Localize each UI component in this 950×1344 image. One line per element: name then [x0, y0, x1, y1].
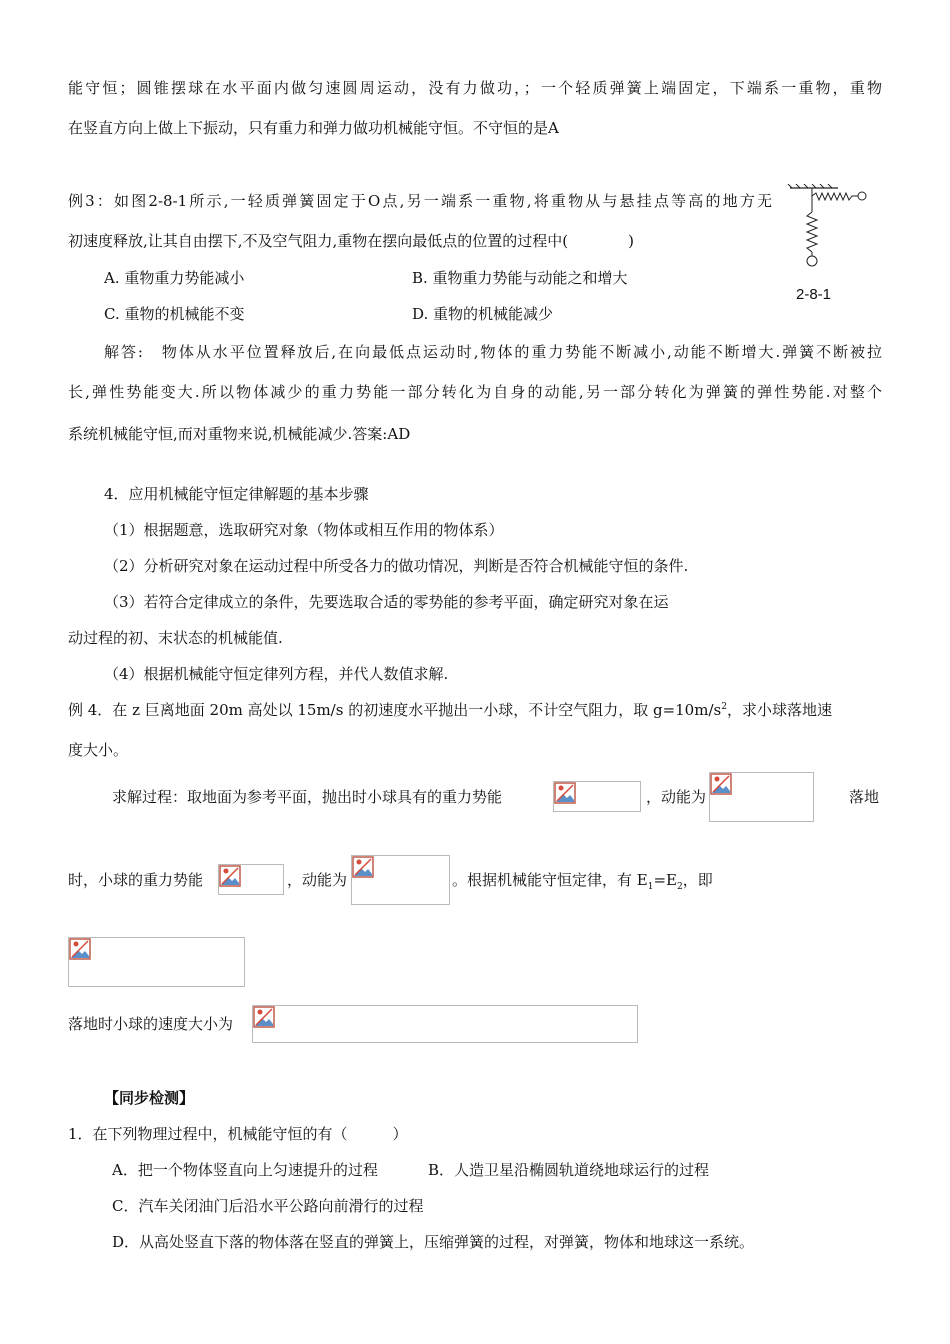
step-2: （2）分析研究对象在运动过程中所受各力的做功情况，判断是否符合机械能守恒的条件. [104, 557, 689, 575]
example3-option-b: B. 重物重力势能与动能之和增大 [412, 269, 628, 287]
broken-image-icon [554, 782, 576, 804]
question-1-option-d: D．从高处竖直下落的物体落在竖直的弹簧上，压缩弹簧的过程，对弹簧，物体和地球这一系统。 [112, 1233, 755, 1251]
question-1-option-c: C．汽车关闭油门后沿水平公路向前滑行的过程 [112, 1197, 424, 1215]
subscript-1: 1 [647, 882, 654, 892]
example3-option-d: D. 重物的机械能减少 [412, 305, 554, 323]
broken-image-icon [253, 1006, 275, 1028]
conservation-equation-image [68, 937, 245, 987]
example3-option-c: C. 重物的机械能不变 [104, 305, 245, 323]
para1-line2: 在竖直方向上做上下振动，只有重力和弹力做功机械能守恒。不守恒的是A [68, 119, 559, 137]
step-3b: 动过程的初、末状态的机械能值. [68, 629, 283, 647]
subscript-2: 2 [677, 882, 683, 892]
example4-line1 [68, 700, 832, 720]
question-1-option-a: A．把一个物体竖直向上匀速提升的过程 [112, 1161, 378, 1179]
steps-title: 4．应用机械能守恒定律解题的基本步骤 [104, 485, 369, 503]
example4-line2: 度大小。 [68, 741, 129, 759]
figure-caption: 2-8-1 [796, 286, 832, 303]
para1-line1: 能守恒；圆锥摆球在水平面内做匀速圆周运动，没有力做功，；一个轻质弹簧上端固定，下端系一重物，重物 [68, 79, 882, 97]
step-3a: （3）若符合定律成立的条件，先要选取合适的零势能的参考平面，确定研究对象在运 [104, 593, 669, 611]
sync-heading: 【同步检测】 [104, 1089, 195, 1107]
broken-image-icon [219, 865, 241, 887]
broken-image-icon [69, 938, 91, 960]
question-1: 1．在下列物理过程中，机械能守恒的有（ ） [68, 1125, 408, 1143]
example4-solve2-mid: ，动能为 [287, 871, 348, 889]
final-potential-energy-formula-image [218, 864, 284, 895]
example3-answer-line3: 系统机械能守恒,而对重物来说,机械能减少.答案:AD [68, 425, 411, 443]
landing-speed-formula-image [252, 1005, 638, 1043]
kinetic-energy-formula-image [709, 772, 814, 822]
broken-image-icon [352, 856, 374, 878]
example4-solve1-mid: ，动能为 [646, 788, 707, 806]
example4-line1-sup: 2 [721, 702, 727, 712]
ji-text: ，即 [682, 871, 713, 889]
example4-solve1-pre: 求解过程：取地面为参考平面，抛出时小球具有的重力势能 [112, 788, 503, 806]
equals-text: =E [653, 871, 677, 889]
final-kinetic-energy-formula-image [351, 855, 450, 905]
example4-solve2-post [452, 870, 713, 890]
step-4: （4）根据机械能守恒定律列方程，并代人数值求解. [104, 665, 449, 683]
step-1: （1）根据题意，选取研究对象（物体或相互作用的物体系） [104, 521, 504, 539]
example4-line1-post: ，求小球落地速 [726, 701, 832, 719]
example4-line1-pre: 例 4．在 z 巨离地面 20m 高处以 15m/s 的初速度水平抛出一小球，不计空气阻力，取 g=10m/s [68, 701, 722, 719]
example4-solve1-post: 落地 [849, 788, 880, 806]
broken-image-icon [710, 773, 732, 795]
spring-pendulum-figure [786, 184, 870, 272]
example3-option-a: A. 重物重力势能减小 [104, 269, 245, 287]
energy-conservation-text: 。根据机械能守恒定律，有 E [452, 871, 648, 889]
potential-energy-formula-image [553, 781, 641, 812]
example4-solve2-pre: 时，小球的重力势能 [68, 871, 204, 889]
example3-line2: 初速度释放,让其自由摆下,不及空气阻力,重物在摆向最低点的位置的过程中( ) [68, 232, 635, 250]
example3-answer-line1: 解答: 物体从水平位置释放后,在向最低点运动时,物体的重力势能不断减小,动能不断增大.弹簧不断被拉 [104, 343, 882, 361]
example3-line1: 例3：如图2-8-1所示,一轻质弹簧固定于O点,另一端系一重物,将重物从与悬挂点等高的地方无 [68, 192, 772, 210]
example3-answer-line2: 长,弹性势能变大.所以物体减少的重力势能一部分转化为自身的动能,另一部分转化为弹簧的弹性势能.对整个 [68, 383, 882, 401]
speed-label: 落地时小球的速度大小为 [68, 1015, 234, 1033]
question-1-option-b: B．人造卫星沿椭圆轨道绕地球运行的过程 [428, 1161, 710, 1179]
